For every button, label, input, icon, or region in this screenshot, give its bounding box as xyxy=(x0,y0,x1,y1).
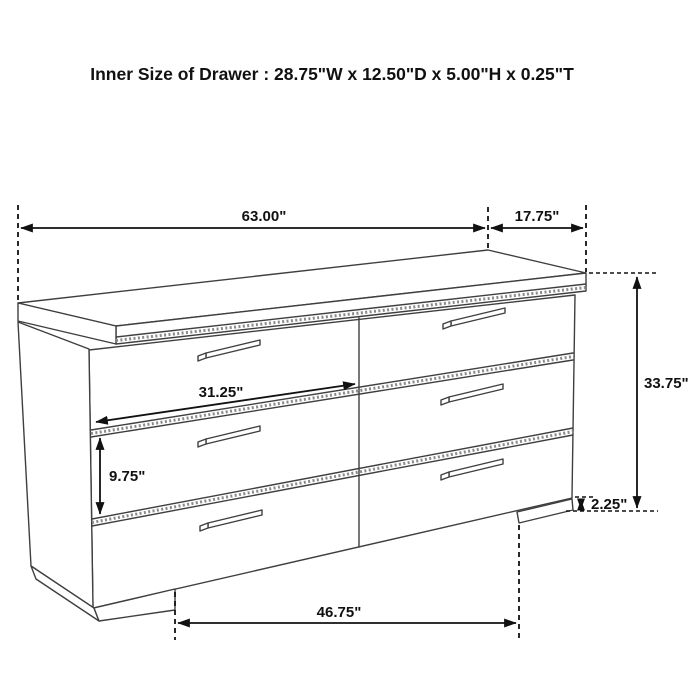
dresser-figure xyxy=(18,250,586,621)
dim-drawer-width-label: 31.25" xyxy=(198,384,244,401)
dresser-front-face xyxy=(89,295,575,608)
dim-overall-width-label: 63.00" xyxy=(241,208,287,225)
dim-base-span-label: 46.75" xyxy=(316,604,362,621)
dim-overall-height-label: 33.75" xyxy=(644,375,689,392)
dim-base-height-label: 2.25" xyxy=(591,496,628,513)
dim-overall-height xyxy=(566,273,689,511)
dim-overall-depth-label: 17.75" xyxy=(514,208,560,225)
diagram-title: Inner Size of Drawer : 28.75"W x 12.50"D x 5.00"H x 0.25"T xyxy=(90,64,574,84)
dim-drawer-height-label: 9.75" xyxy=(109,468,146,485)
dresser-left-side-panel xyxy=(18,322,93,608)
